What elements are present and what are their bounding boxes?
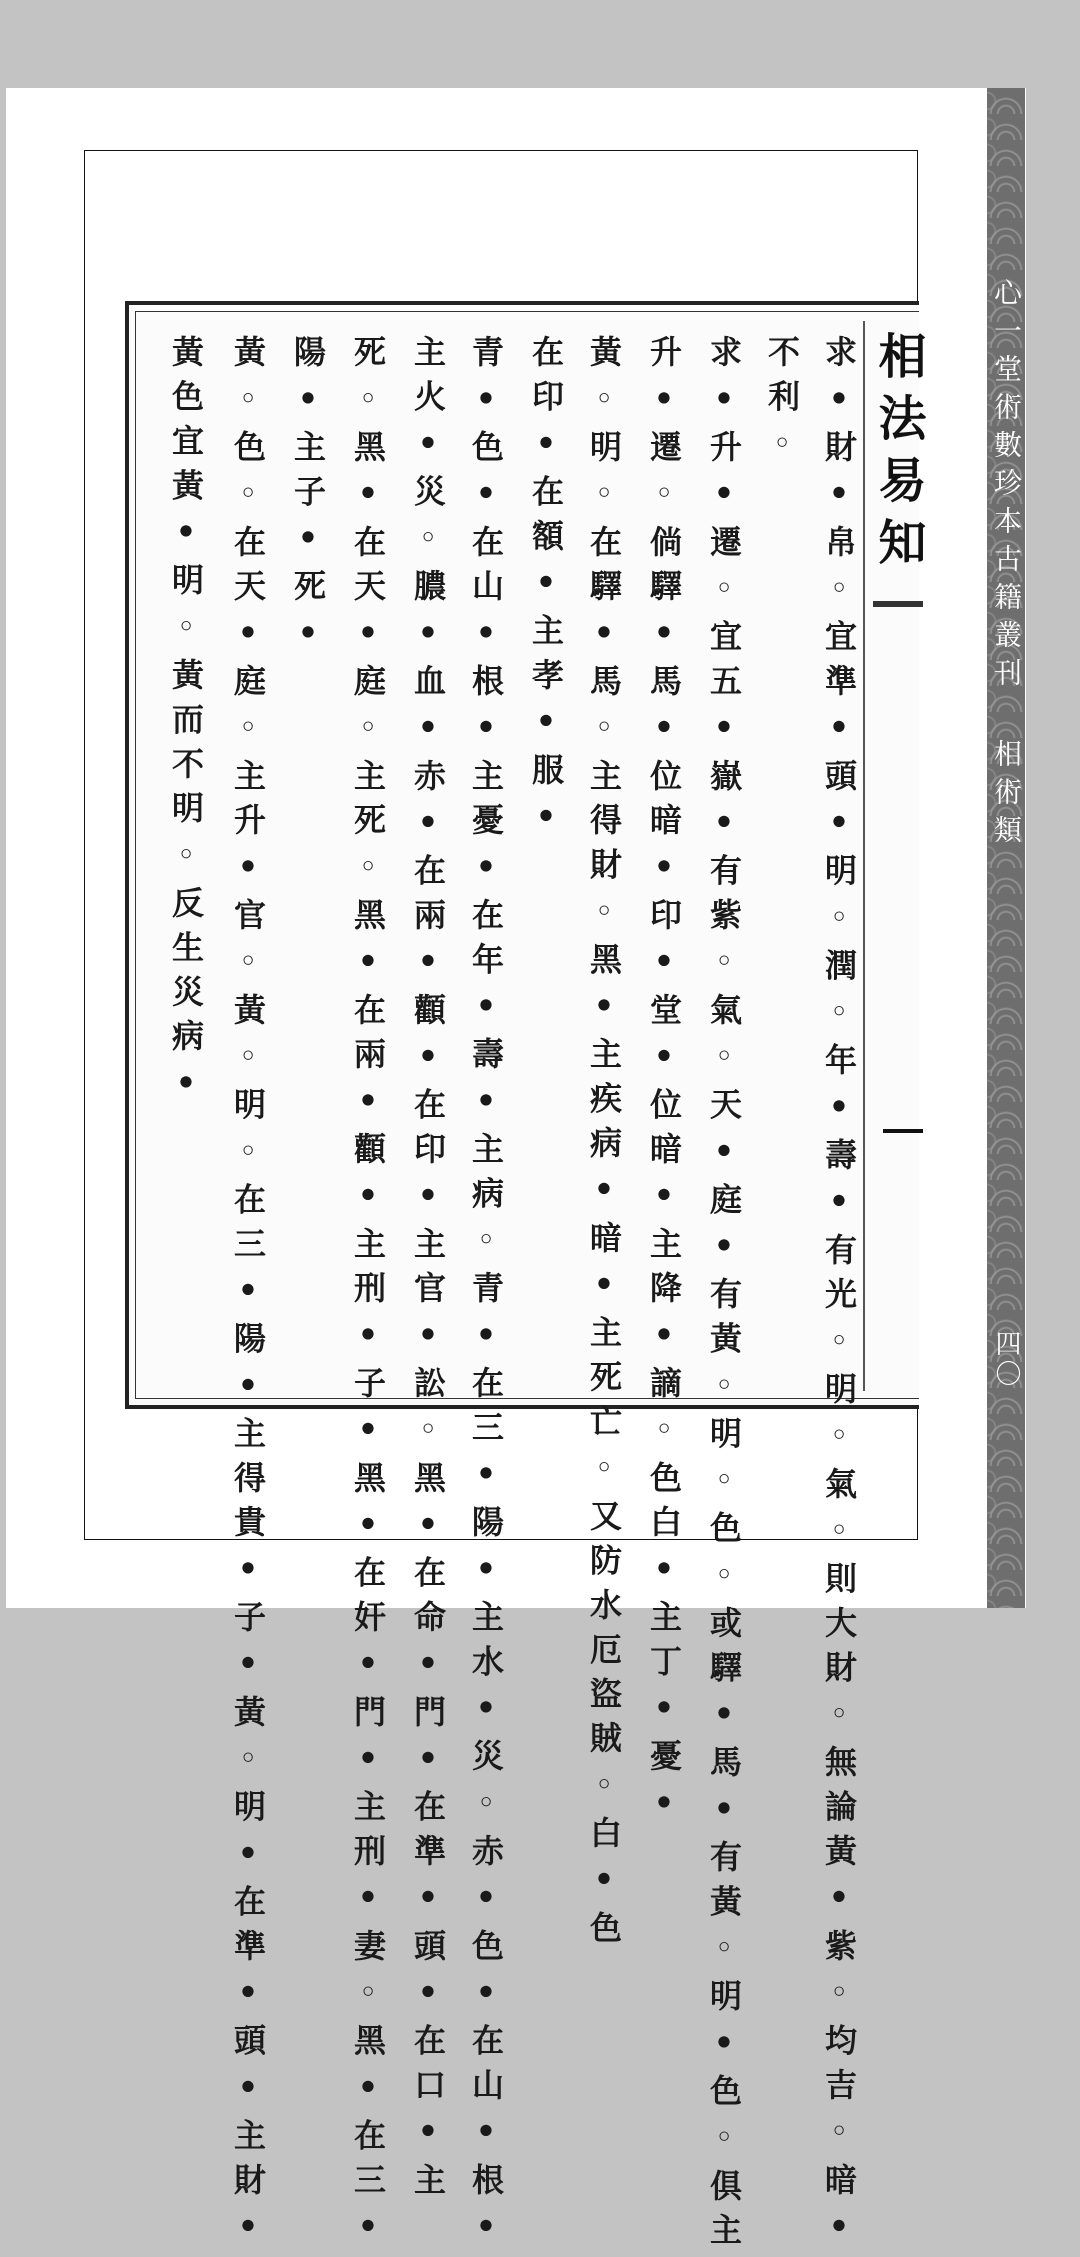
text-column-4: 升•遷◦倘驛•馬•位暗•印•堂•位暗•主降•謫◦色白•主丁•憂• [645, 335, 683, 1834]
text-column-7: 青•色•在山•根•主憂•在年•壽•主病◦青•在三•陽•主水•災◦赤•色•在山•根• [467, 335, 505, 2257]
title-column-rule [863, 321, 865, 1391]
text-column-5: 黃◦明◦在驛•馬◦主得財◦黑•主疾病•暗•主死亡◦又防水厄盜賊◦白•色 [585, 335, 623, 1955]
page-number: 四〇 [991, 1330, 1021, 1390]
text-column-10: 陽•主子•死• [289, 335, 327, 664]
text-column-1: 求•財•帛◦宜準•頭•明◦潤◦年•壽•有光◦明◦氣◦則大財◦無論黃•紫◦均吉◦暗• [820, 335, 858, 2257]
text-column-9: 死◦黑•在天•庭◦主死◦黑•在兩•顴•主刑•子•黑•在奸•門•主刑•妻◦黑•在三• [349, 335, 387, 2257]
text-column-12: 黃色宜黃•明◦黃而不明◦反生災病• [167, 335, 205, 1114]
text-column-11: 黃◦色◦在天•庭◦主升•官◦黃◦明◦在三•陽•主得貴•子•黃◦明•在準•頭•主財• [229, 335, 267, 2257]
book-title-fragment: 相法易知 [870, 331, 926, 579]
page-sheet [6, 88, 1026, 2257]
title-rule [873, 601, 923, 607]
margin-rule [883, 1129, 923, 1133]
text-column-6: 在印•在額•主孝•服• [527, 335, 565, 848]
text-column-3: 求•升•遷◦宜五•嶽•有紫◦氣◦天•庭•有黃◦明◦色◦或驛•馬•有黃◦明•色◦俱主 [705, 335, 743, 2257]
printed-plate [125, 301, 926, 2257]
text-column-2: 不利◦ [763, 335, 801, 475]
scan-frame [84, 150, 926, 2257]
series-title: 心一堂術數珍本古籍叢刊 相術類 [990, 278, 1023, 853]
text-column-8: 主火•災◦膿•血•赤•在兩•顴•在印•主官•訟◦黑•在命•門•在準•頭•在口•主 [409, 335, 447, 2207]
